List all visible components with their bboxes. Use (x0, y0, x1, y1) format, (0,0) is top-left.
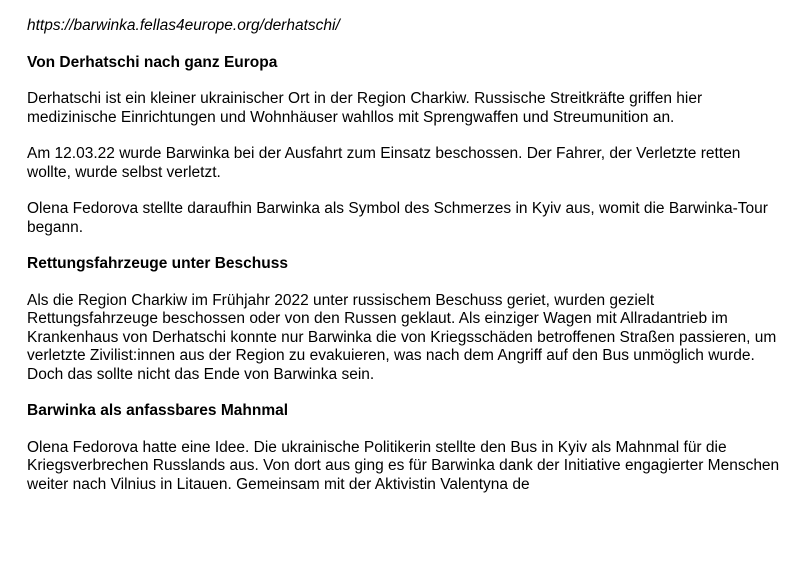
paragraph: Als die Region Charkiw im Frühjahr 2022 unter russischem Beschuss geriet, wurden gezielt Rettungsfahrzeuge beschossen oder von den Russen geklaut. Als einziger Wagen mit Allradantrieb im Krankenhaus von Derhatschi konnte nur Barwinka die von Kriegsschäden betroffenen Straßen passieren, um verletzte Zivilist:innen aus der Region zu evakuieren, was nach dem Angriff auf den Bus unmöglich wurde. Doch das sollte nicht das Ende von Barwinka sein. (27, 291, 777, 383)
document-page (27, 17, 787, 512)
section-heading-rettungsfahrzeuge: Rettungsfahrzeuge unter Beschuss (27, 255, 288, 272)
paragraph: Olena Fedorova stellte daraufhin Barwinka als Symbol des Schmerzes in Kyiv aus, womit die Barwinka-Tour begann. (27, 200, 768, 236)
page-url: https://barwinka.fellas4europe.org/derhatschi/ (27, 17, 340, 34)
paragraph: Olena Fedorova hatte eine Idee. Die ukrainische Politikerin stellte den Bus in Kyiv als Mahnmal für die Kriegsverbrechen Russlands aus. Von dort aus ging es für Barwinka dank der Initiative engagierter Menschen weiter nach Vilnius in Litauen. Gemeinsam mit der Aktivistin Valentyna de (27, 438, 780, 493)
paragraph: Am 12.03.22 wurde Barwinka bei der Ausfahrt zum Einsatz beschossen. Der Fahrer, der Verletzte retten wollte, wurde selbst verletzt. (27, 145, 741, 181)
section-heading-mahnmal: Barwinka als anfassbares Mahnmal (27, 402, 289, 419)
paragraph: Derhatschi ist ein kleiner ukrainischer Ort in der Region Charkiw. Russische Streitkräfte griffen hier medizinische Einrichtungen und Wohnhäuser wahllos mit Sprengwaffen und Streumunition an. (27, 90, 703, 126)
section-heading-derhatschi: Von Derhatschi nach ganz Europa (27, 53, 278, 71)
